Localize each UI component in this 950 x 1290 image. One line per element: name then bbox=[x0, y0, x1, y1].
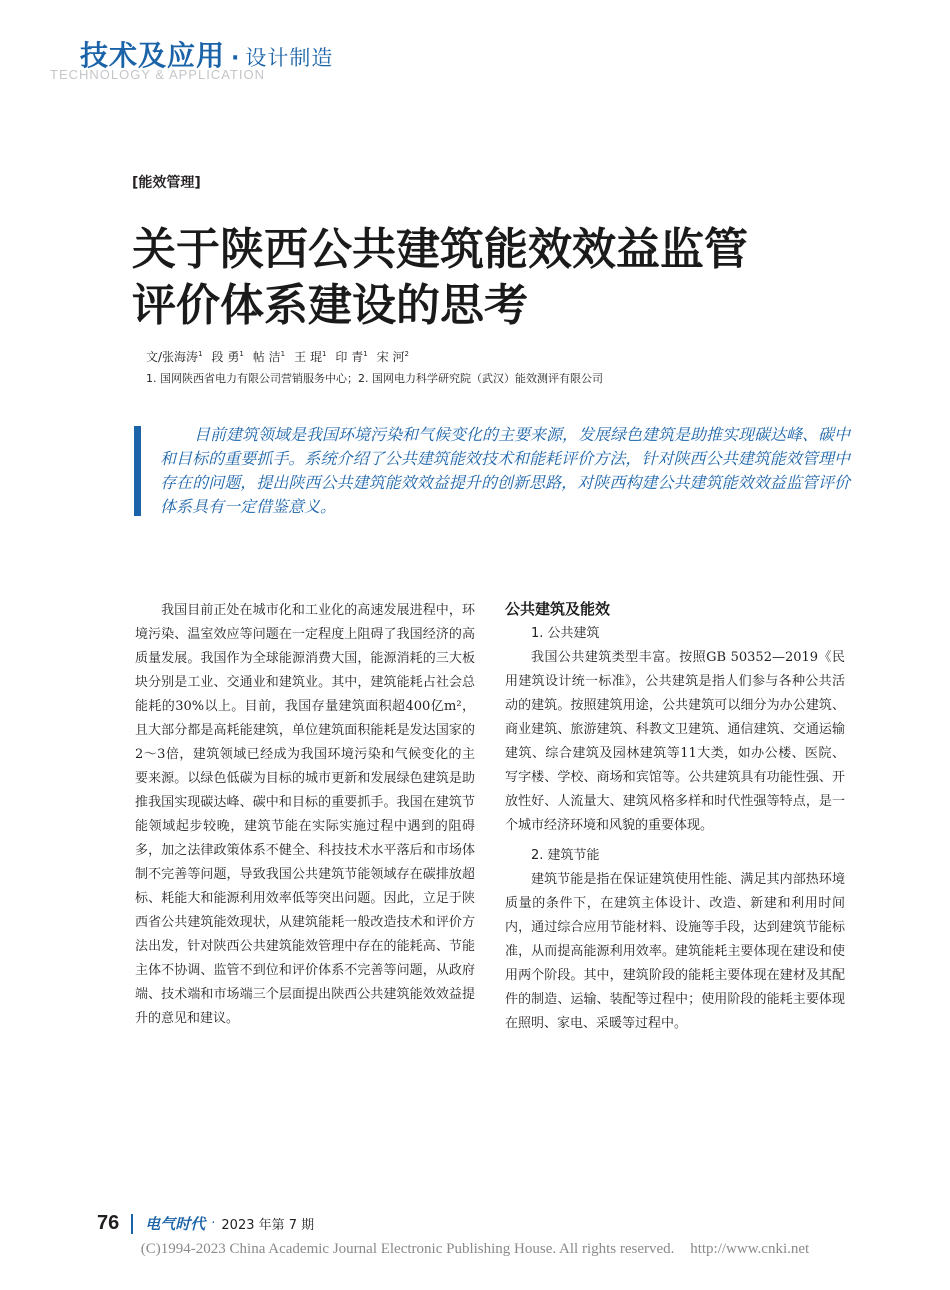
footer-divider bbox=[131, 1214, 133, 1234]
body-column-left bbox=[135, 599, 475, 1031]
section-heading: 公共建筑及能效 bbox=[505, 600, 611, 618]
column-separator-dot: · bbox=[231, 46, 240, 71]
abstract: 目前建筑领域是我国环境污染和气候变化的主要来源，发展绿色建筑是助推实现碳达峰、碳中和目标的重要抓手。系统介绍了公共建筑能效技术和能耗评价方法，针对陕西公共建筑能效管理中存在的问题，提出陕西公共建筑能效效益提升的创新思路，对陕西构建公共建筑能效效益监管评价体系具有一定借鉴意义。 bbox=[160, 425, 851, 516]
article-title bbox=[132, 222, 748, 334]
author-name: 段 勇$^1$ bbox=[211, 350, 244, 364]
column-title-english: TECHNOLOGY & APPLICATION bbox=[50, 67, 265, 82]
column-title: 技术及应用 bbox=[80, 39, 226, 72]
author-prefix: 文/ bbox=[146, 350, 163, 364]
copyright-line bbox=[0, 1241, 950, 1258]
copyright-text: (C)1994-2023 China Academic Journal Electronic Publishing House. All rights reserved. bbox=[140, 1241, 675, 1257]
article-title-line-2: 评价体系建设的思考 bbox=[132, 280, 528, 331]
footer-dot: · bbox=[211, 1216, 216, 1231]
article-title-line-1: 关于陕西公共建筑能效效益监管 bbox=[132, 224, 748, 275]
page-footer bbox=[97, 1212, 314, 1235]
issue-info: 2023 年第 7 期 bbox=[221, 1218, 315, 1233]
author-name: 印 青$^1$ bbox=[335, 350, 368, 364]
author-line bbox=[146, 348, 418, 365]
intro-paragraph: 我国目前正处在城市化和工业化的高速发展进程中，环境污染、温室效应等问题在一定程度上阻碍了我国经济的高质量发展。我国作为全球能源消费大国，能源消耗的三大板块分别是工业、交通业和建筑业。其中，建筑能耗占社会总能耗的30%以上。目前，我国存量建筑面积超400亿m²，且大部分都是高耗能建筑，单位建筑面积能耗是发达国家的2～3倍，建筑领域已经成为我国环境污染和气候变化的主要来源。以绿色低碳为目标的城市更新和发展绿色建筑是助推我国实现碳达峰、碳中和目标的重要抓手。我国在建筑节能领域起步较晚，建筑节能在实际实施过程中遇到的阻碍多，加之法律政策体系不健全、科技技术水平落后和市场体制不完善等问题，导致我国公共建筑节能领域存在碳排放超标、耗能大和能源利用效率低等突出问题。因此，立足于陕西省公共建筑能效现状，从建筑能耗一般改造技术和评价方法出发，针对陕西公共建筑能效管理中存在的能耗高、节能主体不协调、监管不到位和评价体系不完善等问题，从政府端、技术端和市场端三个层面提出陕西公共建筑能效效益提升的意见和建议。 bbox=[135, 603, 475, 1026]
author-name: 宋 河$^2$ bbox=[376, 350, 410, 364]
subsection-heading-public-buildings: 1. 公共建筑 bbox=[531, 626, 600, 641]
page-number: 76 bbox=[97, 1212, 120, 1234]
author-name: 帖 洁$^1$ bbox=[252, 350, 286, 364]
section-tag: [能效管理] bbox=[132, 175, 201, 191]
building-energy-saving-paragraph: 建筑节能是指在保证建筑使用性能、满足其内部热环境质量的条件下，在建筑主体设计、改造、新建和利用时间内，通过综合应用节能材料、设施等手段，达到建筑节能标准，从而提高能源利用效率。建筑能耗主要体现在建设和使用两个阶段。其中，建筑阶段的能耗主要体现在建材及其配件的制造、运输、装配等过程中；使用阶段的能耗主要体现在照明、家电、采暖等过程中。 bbox=[505, 872, 845, 1031]
column-subtitle: 设计制造 bbox=[245, 46, 334, 70]
public-buildings-paragraph: 我国公共建筑类型丰富。按照GB 50352—2019《民用建筑设计统一标准》，公共建筑是指人们参与各种公共活动的建筑。按照建筑用途，公共建筑可以细分为办公建筑、商业建筑、旅游建筑、科教文卫建筑、通信建筑、交通运输建筑、综合建筑及园林建筑等11大类，如办公楼、医院、写字楼、学校、商场和宾馆等。公共建筑具有功能性强、开放性好、人流量大、建筑风格多样和时代性强等特点，是一个城市经济环境和风貌的重要体现。 bbox=[505, 650, 845, 833]
author-name: 王 琨$^1$ bbox=[294, 350, 327, 364]
affiliations: 1. 国网陕西省电力有限公司营销服务中心；2. 国网电力科学研究院（武汉）能效测评有限公司 bbox=[146, 372, 603, 385]
body-column-right bbox=[505, 599, 845, 1036]
author-name: 张海涛$^1$ bbox=[162, 350, 203, 364]
copyright-url[interactable]: http://www.cnki.net bbox=[690, 1241, 810, 1257]
journal-name: 电气时代 bbox=[145, 1215, 206, 1233]
subsection-heading-building-energy-saving: 2. 建筑节能 bbox=[531, 848, 600, 863]
abstract-accent-bar bbox=[134, 426, 141, 516]
